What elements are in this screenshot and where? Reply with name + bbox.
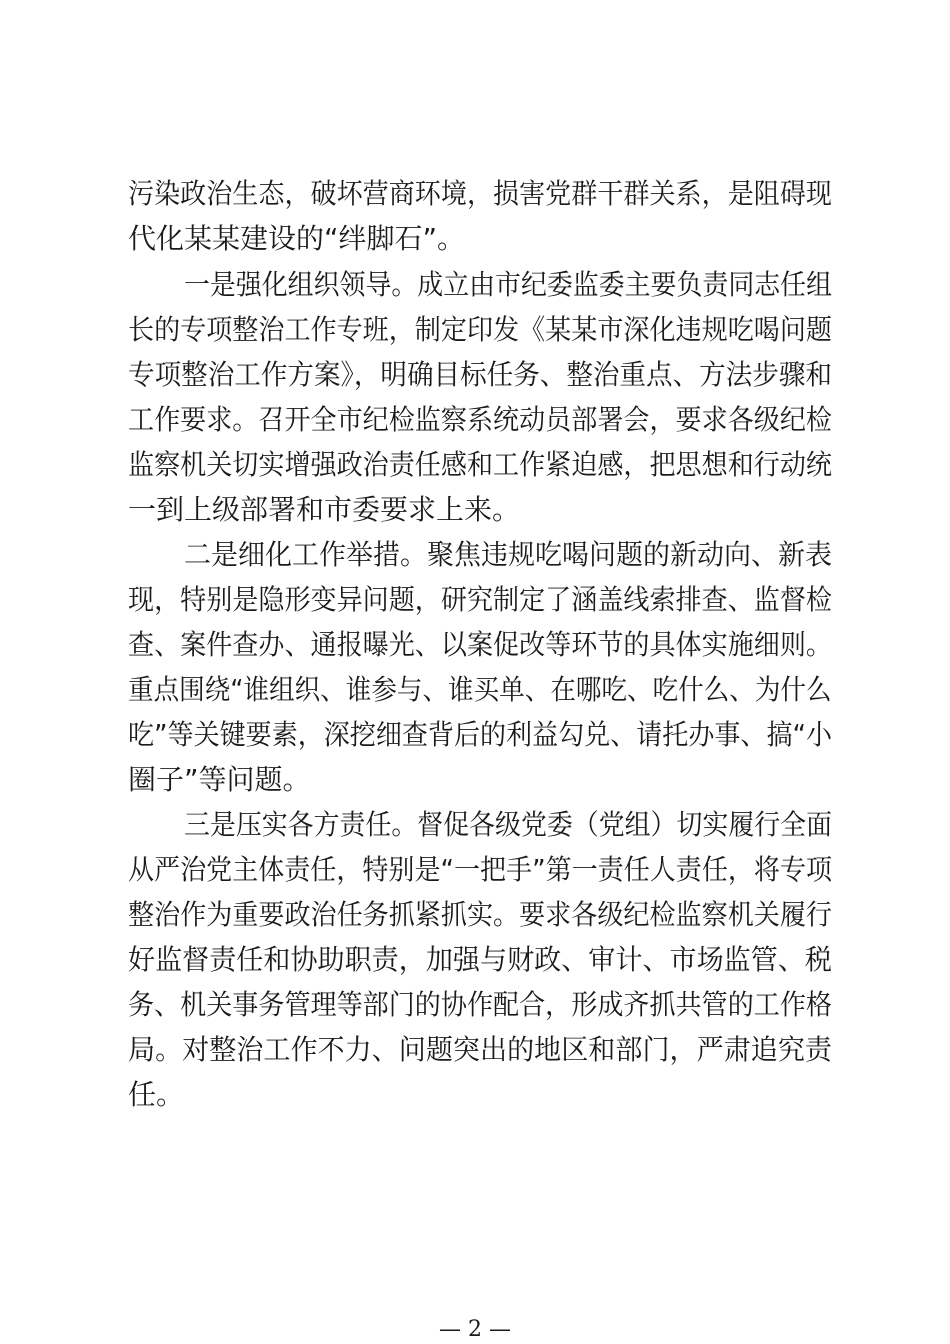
text-line: 专项整治工作方案》，明确目标任务、整治重点、方法步骤和 bbox=[128, 358, 833, 391]
text-line: 重点围绕“谁组织、谁参与、谁买单、在哪吃、吃什么、为什么 bbox=[128, 673, 832, 706]
text-line: 三是压实各方责任。督促各级党委（党组）切实履行全面 bbox=[184, 808, 833, 841]
text-line: 二是细化工作举措。聚焦违规吃喝问题的新动向、新表 bbox=[184, 538, 833, 571]
text-line: 从严治党主体责任，特别是“一把手”第一责任人责任，将专项 bbox=[128, 853, 833, 886]
text-line: 长的专项整治工作专班，制定印发《某某市深化违规吃喝问题 bbox=[128, 313, 833, 346]
text-line: 代化某某建设的“绊脚石”。 bbox=[128, 222, 466, 255]
text-line: 务、机关事务管理等部门的协作配合，形成齐抓共管的工作格 bbox=[128, 988, 833, 1021]
text-line: 吃”等关键要素，深挖细查背后的利益勾兑、请托办事、搞“小 bbox=[128, 718, 833, 751]
text-line: 查、案件查办、通报曝光、以案促改等环节的具体实施细则。 bbox=[128, 628, 833, 661]
text-line: 工作要求。召开全市纪检监察系统动员部署会，要求各级纪检 bbox=[128, 403, 833, 436]
text-line: 局。对整治工作不力、问题突出的地区和部门，严肃追究责 bbox=[128, 1033, 832, 1066]
text-line: 现，特别是隐形变异问题，研究制定了涵盖线索排查、监督检 bbox=[128, 583, 833, 616]
text-line: 好监督责任和协助职责，加强与财政、审计、市场监管、税 bbox=[128, 943, 832, 976]
text-line: 一是强化组织领导。成立由市纪委监委主要负责同志任组 bbox=[184, 268, 833, 301]
text-line: 整治作为重要政治任务抓紧抓实。要求各级纪检监察机关履行 bbox=[128, 898, 833, 931]
page-number: — 2 — bbox=[439, 1317, 511, 1342]
text-line: 监察机关切实增强政治责任感和工作紧迫感，把思想和行动统 bbox=[128, 448, 833, 481]
text-line: 圈子”等问题。 bbox=[128, 763, 311, 796]
text-line: 任。 bbox=[128, 1078, 185, 1111]
text-line: 污染政治生态，破坏营商环境，损害党群干群关系，是阻碍现 bbox=[128, 177, 833, 210]
text-line: 一到上级部署和市委要求上来。 bbox=[128, 493, 521, 526]
